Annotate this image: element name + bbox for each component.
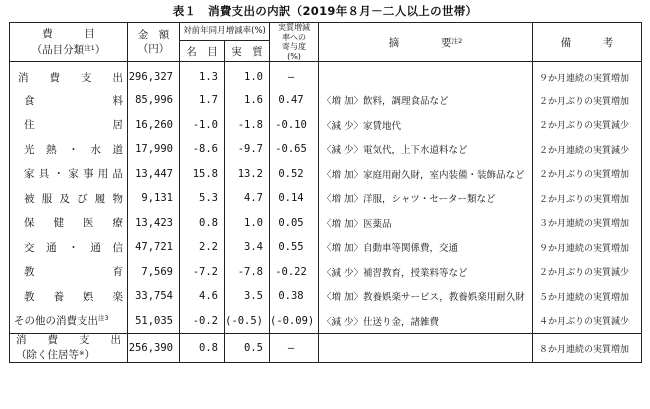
header-item-line1: 費 目 bbox=[42, 28, 95, 40]
cell-nominal: 0.8 bbox=[180, 211, 225, 236]
row-name-char: 育 bbox=[112, 266, 123, 279]
row-name-char: 医 bbox=[83, 217, 94, 230]
table-row bbox=[10, 186, 642, 211]
cell-summary: 〈増 加〉自動車等関係費，交通 bbox=[319, 235, 533, 260]
cell-nominal: -7.2 bbox=[180, 260, 225, 285]
footer-label-char: 消 bbox=[16, 334, 27, 346]
cell-summary: 〈増 加〉医薬品 bbox=[319, 211, 533, 236]
row-name-char: 通 bbox=[46, 241, 57, 254]
cell-real: 3.5 bbox=[225, 284, 270, 309]
cell-real: 4.7 bbox=[225, 186, 270, 211]
row-name-char: 用 bbox=[97, 168, 109, 181]
footer-label bbox=[10, 334, 128, 363]
cell-summary: 〈増 加〉家庭用耐久財，室内装備・装飾品など bbox=[319, 162, 533, 187]
cell-amount: 85,996 bbox=[128, 88, 180, 113]
cell-real: -1.8 bbox=[225, 113, 270, 138]
table-row bbox=[10, 211, 642, 236]
consumption-table bbox=[9, 22, 642, 363]
cell-contribution: -0.22 bbox=[270, 260, 319, 285]
cell-nominal: 2.2 bbox=[180, 235, 225, 260]
footer-label-char: 支 bbox=[79, 334, 90, 346]
header-summary-note: 注2 bbox=[451, 36, 463, 45]
table-row bbox=[10, 137, 642, 162]
table-title: 表１ 消費支出の内訳（2019年８月－二人以上の世帯） bbox=[172, 4, 478, 18]
cell-remarks: ９か月連続の実質増加 bbox=[533, 235, 642, 260]
cell-remarks: ２か月ぶりの実質増加 bbox=[533, 186, 642, 211]
cell-remarks: ３か月連続の実質増加 bbox=[533, 211, 642, 236]
row-name-text bbox=[10, 289, 127, 304]
row-name-char: 娯 bbox=[83, 290, 94, 303]
row-name-char: 通 bbox=[90, 241, 101, 254]
cell-amount: 47,721 bbox=[128, 235, 180, 260]
cell-amount: 7,569 bbox=[128, 260, 180, 285]
row-name-char: 熱 bbox=[46, 143, 57, 156]
table-row bbox=[10, 162, 642, 187]
footer-contribution: ― bbox=[270, 334, 319, 363]
row-name-char: 住 bbox=[24, 119, 35, 132]
row-name-char: 信 bbox=[112, 241, 123, 254]
cell-summary: 〈減 少〉仕送り金，諸雑費 bbox=[319, 309, 533, 334]
footer-label-note: ※ bbox=[79, 349, 85, 357]
cell-amount: 13,423 bbox=[128, 211, 180, 236]
row-name-char: 料 bbox=[112, 94, 123, 107]
cell-amount: 17,990 bbox=[128, 137, 180, 162]
row-name-char: 及 bbox=[59, 192, 70, 205]
cell-contribution: -0.65 bbox=[270, 137, 319, 162]
cell-amount: 296,327 bbox=[128, 62, 180, 89]
row-name-text bbox=[10, 166, 127, 181]
row-name-text bbox=[10, 313, 127, 328]
header-nominal: 名 目 bbox=[180, 41, 225, 62]
cell-nominal: 15.8 bbox=[180, 162, 225, 187]
row-name-char: 保 bbox=[24, 217, 35, 230]
table-row bbox=[10, 260, 642, 285]
row-name-text bbox=[10, 117, 127, 132]
row-name bbox=[10, 88, 128, 113]
row-name-char: 出 bbox=[112, 71, 123, 84]
row-name-char: 教 bbox=[24, 290, 35, 303]
footer-label-char: 費 bbox=[47, 334, 58, 346]
cell-contribution: 0.38 bbox=[270, 284, 319, 309]
row-name-char: 食 bbox=[24, 94, 35, 107]
row-name-label: その他の消費支出 bbox=[14, 315, 98, 328]
row-name-char: 療 bbox=[112, 217, 123, 230]
cell-real: 1.6 bbox=[225, 88, 270, 113]
cell-nominal: 5.3 bbox=[180, 186, 225, 211]
row-name-char: 品 bbox=[112, 168, 123, 181]
cell-contribution: 0.47 bbox=[270, 88, 319, 113]
row-name bbox=[10, 309, 128, 334]
cell-summary: 〈減 少〉補習教育，授業料等など bbox=[319, 260, 533, 285]
row-name-text bbox=[10, 142, 127, 157]
footer-nominal: 0.8 bbox=[180, 334, 225, 363]
cell-remarks: ２か月連続の実質減少 bbox=[533, 137, 642, 162]
table-row bbox=[10, 235, 642, 260]
row-name bbox=[10, 113, 128, 138]
header-remarks: 備 考 bbox=[533, 23, 642, 62]
cell-nominal: 1.7 bbox=[180, 88, 225, 113]
footer-remarks: ８か月連続の実質増加 bbox=[533, 334, 642, 363]
cell-contribution: 0.05 bbox=[270, 211, 319, 236]
row-name-text bbox=[10, 264, 127, 279]
cell-summary bbox=[319, 62, 533, 89]
row-name-char: 養 bbox=[53, 290, 64, 303]
row-name-char: ・ bbox=[68, 143, 79, 156]
cell-nominal: -0.2 bbox=[180, 309, 225, 334]
header-summary: 摘 要$^{注2}$ bbox=[319, 23, 533, 62]
cell-summary: 〈増 加〉飲料，調理食品など bbox=[319, 88, 533, 113]
cell-real: 1.0 bbox=[225, 211, 270, 236]
cell-summary: 〈増 加〉教養娯楽サービス，教養娯楽用耐久財 bbox=[319, 284, 533, 309]
row-name-char: 教 bbox=[24, 266, 35, 279]
cell-contribution: (-0.09) bbox=[270, 309, 319, 334]
row-name-text bbox=[10, 240, 127, 255]
row-name bbox=[10, 62, 128, 89]
cell-nominal: 4.6 bbox=[180, 284, 225, 309]
footer-amount: 256,390 bbox=[128, 334, 180, 363]
row-name-note: 注3 bbox=[98, 314, 109, 323]
cell-remarks: ４か月ぶりの実質減少 bbox=[533, 309, 642, 334]
row-name-char: 道 bbox=[112, 143, 123, 156]
row-name-char: 被 bbox=[24, 192, 35, 205]
row-name-char: 支 bbox=[81, 71, 92, 84]
cell-contribution: 0.52 bbox=[270, 162, 319, 187]
row-name bbox=[10, 162, 128, 187]
cell-remarks: ２か月ぶりの実質減少 bbox=[533, 113, 642, 138]
cell-amount: 13,447 bbox=[128, 162, 180, 187]
cell-remarks: ５か月連続の実質増加 bbox=[533, 284, 642, 309]
cell-contribution: ― bbox=[270, 62, 319, 89]
header-item bbox=[10, 23, 128, 62]
footer-label-line2: （除く住居等※） bbox=[16, 349, 95, 361]
cell-amount: 16,260 bbox=[128, 113, 180, 138]
cell-amount: 33,754 bbox=[128, 284, 180, 309]
row-name bbox=[10, 211, 128, 236]
table-row bbox=[10, 309, 642, 334]
cell-summary: 〈減 少〉家賃地代 bbox=[319, 113, 533, 138]
row-name-text bbox=[10, 191, 127, 206]
cell-contribution: 0.14 bbox=[270, 186, 319, 211]
cell-real: 13.2 bbox=[225, 162, 270, 187]
cell-nominal: -1.0 bbox=[180, 113, 225, 138]
row-name-char: ・ bbox=[53, 168, 64, 181]
header-amount-line2: （円） bbox=[137, 43, 170, 55]
header-amount-line1: 金 額 bbox=[137, 29, 170, 41]
cell-real: 3.4 bbox=[225, 235, 270, 260]
header-real: 実 質 bbox=[225, 41, 270, 62]
footer-label-char: 出 bbox=[110, 334, 121, 346]
row-name-char: 家 bbox=[24, 168, 35, 181]
footer-summary bbox=[319, 334, 533, 363]
cell-summary: 〈減 少〉電気代，上下水道料など bbox=[319, 137, 533, 162]
row-name-text bbox=[10, 215, 127, 230]
row-name-char: 光 bbox=[24, 143, 35, 156]
cell-remarks: ２か月ぶりの実質減少 bbox=[533, 260, 642, 285]
cell-remarks: ２か月ぶりの実質増加 bbox=[533, 88, 642, 113]
row-name bbox=[10, 137, 128, 162]
row-name-char: 具 bbox=[38, 168, 50, 181]
row-name-char: 費 bbox=[49, 71, 60, 84]
row-name bbox=[10, 260, 128, 285]
cell-nominal: -8.6 bbox=[180, 137, 225, 162]
table-row bbox=[10, 88, 642, 113]
row-name-char: 物 bbox=[112, 192, 123, 205]
cell-contribution: -0.10 bbox=[270, 113, 319, 138]
footer-real: 0.5 bbox=[225, 334, 270, 363]
row-name-char: 健 bbox=[53, 217, 64, 230]
cell-real: -7.8 bbox=[225, 260, 270, 285]
header-contribution: 実質増減 率への 寄与度 (%) bbox=[270, 23, 319, 62]
cell-real: 1.0 bbox=[225, 62, 270, 89]
table-row bbox=[10, 284, 642, 309]
row-name-char: 服 bbox=[41, 192, 53, 205]
row-name-char: 楽 bbox=[112, 290, 123, 303]
row-name bbox=[10, 284, 128, 309]
header-item-note: 注1 bbox=[84, 44, 95, 52]
table-row bbox=[10, 113, 642, 138]
row-name-text bbox=[10, 93, 127, 108]
cell-real: (-0.5) bbox=[225, 309, 270, 334]
row-name-char: 消 bbox=[18, 71, 29, 84]
cell-nominal: 1.3 bbox=[180, 62, 225, 89]
cell-amount: 51,035 bbox=[128, 309, 180, 334]
row-name-char: 履 bbox=[94, 192, 106, 205]
header-amount bbox=[128, 23, 180, 62]
row-name-char: び bbox=[77, 192, 88, 205]
row-name bbox=[10, 186, 128, 211]
row-name-text bbox=[10, 70, 127, 85]
row-name-char: 居 bbox=[112, 119, 123, 132]
row-name-char: 事 bbox=[83, 168, 94, 181]
header-item-line2: （品目分類$^{注1}$） bbox=[31, 44, 106, 56]
table-row bbox=[10, 62, 642, 89]
row-name-char: ・ bbox=[68, 241, 79, 254]
cell-remarks: ９か月連続の実質増加 bbox=[533, 62, 642, 89]
row-name-char: 家 bbox=[68, 168, 79, 181]
cell-remarks: ２か月ぶりの実質増加 bbox=[533, 162, 642, 187]
footer-row bbox=[10, 334, 642, 363]
header-rate-group: 対前年同月増減率(%) bbox=[180, 23, 270, 41]
row-name-char: 交 bbox=[24, 241, 35, 254]
footer-label-line1 bbox=[16, 334, 127, 347]
cell-summary: 〈増 加〉洋服，シャツ・セーター類など bbox=[319, 186, 533, 211]
cell-contribution: 0.55 bbox=[270, 235, 319, 260]
cell-amount: 9,131 bbox=[128, 186, 180, 211]
row-name-char: 水 bbox=[90, 143, 101, 156]
cell-real: -9.7 bbox=[225, 137, 270, 162]
row-name bbox=[10, 235, 128, 260]
